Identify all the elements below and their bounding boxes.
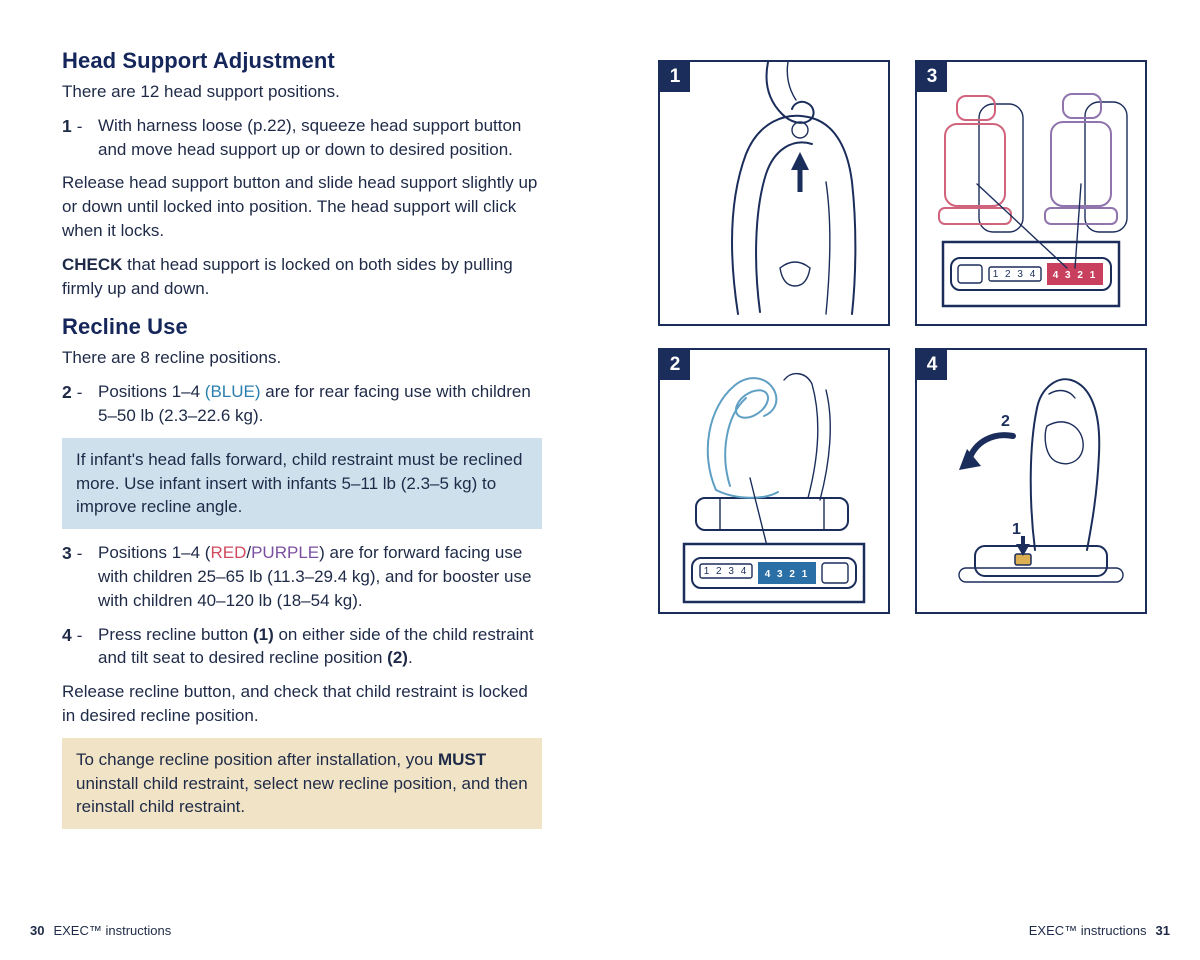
seat-outline [959, 379, 1123, 582]
step-1 [62, 114, 542, 162]
footer-left-label: EXEC™ instructions [53, 923, 172, 938]
figure-1-head-support-adjust [658, 60, 890, 326]
infant-recline-info-box: If infant's head falls forward, child restraint must be reclined more. Use infant insert with infants 5–11 lb (2.3–5 kg) to improve recline angle. [62, 438, 542, 529]
reinstall-note-box [62, 738, 542, 829]
step-2-dash: - [76, 383, 83, 403]
step-4-text [98, 623, 542, 671]
red-keyword: RED [210, 543, 247, 563]
step-4-text-mid: on either side of the child restraint and tilt seat to desired recline position [98, 624, 534, 668]
step-3-text-pre: Positions 1–4 ( [98, 543, 211, 563]
positions-1234-label: 1 2 3 4 [703, 566, 749, 577]
step-2-number: 2 [62, 382, 72, 403]
seat-side-outline [732, 116, 855, 314]
recline-indicator-panel [943, 242, 1119, 306]
figure-4-number: 4 [917, 350, 947, 380]
check-keyword: CHECK [62, 254, 123, 274]
step-2-text-pre: Positions 1–4 [98, 382, 205, 402]
instructions-column [62, 48, 542, 829]
press-step-label: 1 [1012, 521, 1021, 538]
section-title-recline: Recline Use [62, 314, 188, 340]
recline-intro: There are 8 recline positions. [62, 348, 282, 368]
step-3-dash: - [76, 544, 83, 564]
recline-indicator-panel [684, 544, 864, 602]
footer-right-label: EXEC™ instructions [1028, 923, 1147, 938]
page-number-right: 31 [1155, 923, 1170, 938]
figure-1-number: 1 [660, 62, 690, 92]
footer-right [1029, 923, 1170, 938]
check-text: that head support is locked on both sides by pulling firmly up and down. [62, 254, 513, 298]
step-2-marker [62, 380, 98, 428]
recline-release-para: Release recline button, and check that child restraint is locked in desired recline position. [62, 682, 528, 725]
step-4-text-post: . [407, 648, 413, 668]
step-1-marker [62, 114, 98, 162]
seat-outline-purple [1045, 94, 1117, 224]
section-title-head-support: Head Support Adjustment [62, 48, 335, 73]
figure-2-rear-facing-recline [658, 348, 890, 614]
callout-1: (1) [252, 624, 274, 644]
hand-icon [767, 62, 814, 138]
step-3-text [98, 541, 542, 612]
step-1-number: 1 [62, 115, 72, 136]
step-3-marker [62, 541, 98, 612]
callout-2: (2) [387, 648, 408, 668]
up-arrow-icon [791, 152, 809, 192]
head-support-button [792, 122, 808, 138]
purple-keyword: PURPLE [251, 543, 320, 563]
page-number-left: 30 [30, 923, 45, 938]
step-1-text: With harness loose (p.22), squeeze head support button and move head support up or down to desired position. [98, 115, 522, 159]
vehicle-seat-outlines [979, 102, 1127, 232]
footer-left [30, 923, 171, 938]
head-support-check-para [62, 253, 542, 301]
figure-4-press-and-tilt [915, 348, 1147, 614]
step-3-text-post: ) are for forward facing use with children 25–65 lb (11.3–29.4 kg), and for booster use with children 40–120 lb (18–54 kg). [98, 543, 532, 610]
positions-4321-label: 4 3 2 1 [764, 569, 810, 580]
tilt-step-label: 2 [1001, 413, 1010, 430]
press-arrow-icon [1012, 521, 1030, 556]
seat-base-outline [696, 374, 848, 530]
step-2-text-post: are for rear facing use with children 5–50 lb (2.3–22.6 kg). [98, 382, 531, 425]
step-4 [62, 623, 542, 671]
note-text-pre: To change recline position after installation, you [76, 749, 438, 769]
positions-4321-label: 4 3 2 1 [1052, 270, 1098, 281]
blue-keyword: (BLUE) [204, 382, 261, 402]
positions-1234-label: 1 2 3 4 [992, 269, 1038, 280]
figure-3-number: 3 [917, 62, 947, 92]
step-4-marker [62, 623, 98, 671]
step-2-text [98, 380, 542, 428]
head-support-release-para: Release head support button and slide head support slightly up or down until locked into position. The head support will click when it locks. [62, 173, 538, 240]
figure-1-illustration [660, 62, 888, 324]
figure-3-forward-facing-recline [915, 60, 1147, 326]
figure-2-illustration [660, 350, 888, 612]
head-support-intro: There are 12 head support positions. [62, 82, 340, 101]
step-4-dash: - [76, 625, 83, 645]
figure-2-number: 2 [660, 350, 690, 380]
seat-outline-blue-reclined [708, 378, 778, 498]
step-1-dash: - [76, 116, 83, 136]
figure-3-illustration [917, 62, 1145, 324]
step-2 [62, 380, 542, 428]
must-keyword: MUST [437, 749, 487, 769]
note-text-post: uninstall child restraint, select new recline position, and then reinstall child restraint. [76, 773, 528, 817]
step-4-number: 4 [62, 624, 72, 645]
figure-4-illustration [917, 350, 1145, 612]
step-3-slash: / [246, 543, 252, 563]
tilt-arrow-icon [959, 413, 1013, 470]
step-3 [62, 541, 542, 612]
step-3-number: 3 [62, 543, 72, 564]
step-4-text-pre: Press recline button [98, 624, 253, 644]
